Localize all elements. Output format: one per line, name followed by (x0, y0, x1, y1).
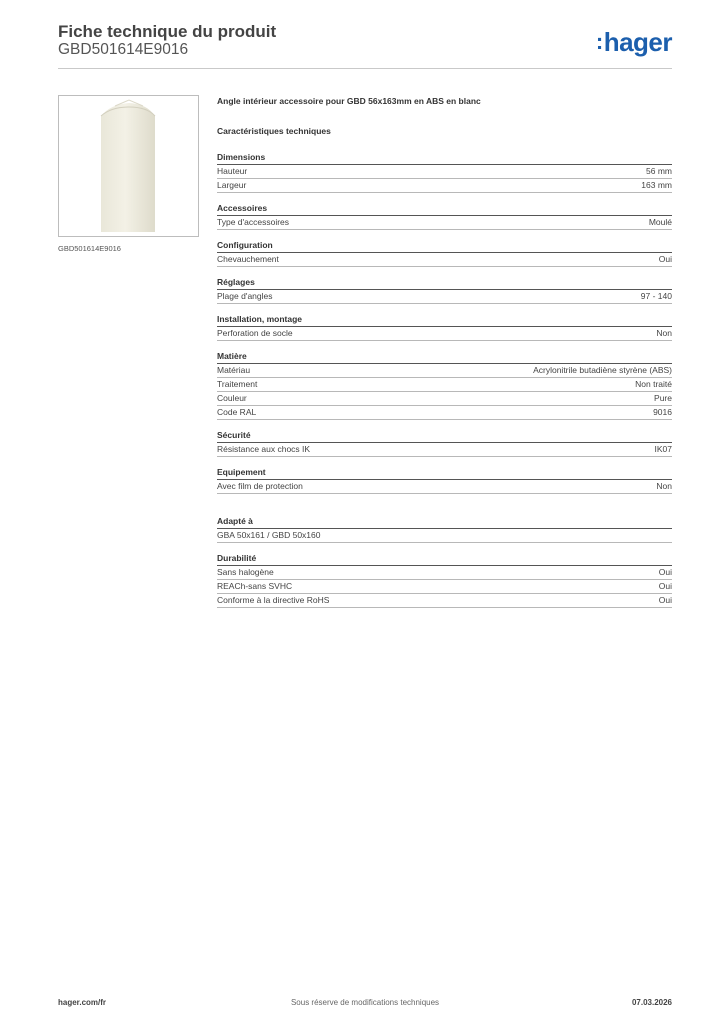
spec-row (217, 566, 672, 580)
spec-row (217, 392, 672, 406)
product-description: Angle intérieur accessoire pour GBD 56x163mm en ABS en blanc (217, 96, 481, 106)
spec-value: Pure (654, 393, 672, 403)
spec-value: Oui (658, 254, 672, 264)
spec-row (217, 378, 672, 392)
spec-value: Acrylonitrile butadiène styrène (ABS) (533, 365, 672, 375)
section-title: Equipement (217, 467, 672, 480)
spec-section (217, 430, 672, 457)
spec-row (217, 179, 672, 193)
spec-row (217, 165, 672, 179)
spec-key: Sans halogène (217, 567, 274, 577)
spec-row (217, 327, 672, 341)
spec-row (217, 406, 672, 420)
spec-key: Chevauchement (217, 254, 279, 264)
section-title: Installation, montage (217, 314, 672, 327)
spec-key: Avec film de protection (217, 481, 303, 491)
spec-value: Oui (658, 567, 672, 577)
spec-row (217, 594, 672, 608)
spec-key: Matériau (217, 365, 251, 375)
footer-website: hager.com/fr (58, 998, 107, 1007)
spec-value: IK07 (654, 444, 672, 454)
section-title: Configuration (217, 240, 672, 253)
spec-value: Oui (658, 595, 672, 605)
spec-key: Résistance aux chocs IK (217, 444, 311, 454)
spec-value: 163 mm (641, 180, 672, 190)
spec-section (217, 516, 672, 543)
characteristics-title: Caractéristiques techniques (217, 126, 331, 136)
spec-section (217, 152, 672, 193)
spec-row (217, 253, 672, 267)
spec-key: GBA 50x161 / GBD 50x160 (217, 530, 321, 540)
spec-section (217, 314, 672, 341)
spec-section (217, 553, 672, 608)
hager-logo (596, 28, 672, 58)
spec-key: Traitement (217, 379, 258, 389)
section-title: Réglages (217, 277, 672, 290)
product-photo-icon (59, 96, 198, 236)
spec-value: 97 - 140 (640, 291, 672, 301)
spec-row (217, 480, 672, 494)
spec-value: 9016 (653, 407, 672, 417)
spec-key: Perforation de socle (217, 328, 293, 338)
spec-value: Moulé (648, 217, 672, 227)
spec-section (217, 351, 672, 420)
spec-key: Conforme à la directive RoHS (217, 595, 330, 605)
section-title: Sécurité (217, 430, 672, 443)
logo-dots-icon: : (595, 29, 603, 54)
section-title: Accessoires (217, 203, 672, 216)
spec-sections (217, 152, 672, 608)
spec-row (217, 529, 672, 543)
product-specs (217, 96, 672, 608)
spec-value: Oui (658, 581, 672, 591)
spec-key: Largeur (217, 180, 247, 190)
section-title: Dimensions (217, 152, 672, 165)
spec-key: Couleur (217, 393, 247, 403)
section-title: Adapté à (217, 516, 672, 529)
spec-row (217, 443, 672, 457)
spec-section (217, 467, 672, 494)
spec-row (217, 580, 672, 594)
footer-date: 07.03.2026 (631, 998, 672, 1007)
spec-section (217, 277, 672, 304)
spec-key: Plage d'angles (217, 291, 273, 301)
spec-value: 56 mm (646, 166, 672, 176)
section-title: Matière (217, 351, 672, 364)
section-title: Durabilité (217, 553, 672, 566)
page-title: Fiche technique du produit (58, 22, 277, 41)
spec-key: Hauteur (217, 166, 248, 176)
spec-row (217, 290, 672, 304)
spec-row (217, 216, 672, 230)
page-header (58, 22, 672, 69)
spec-key: Type d'accessoires (217, 217, 290, 227)
spec-key: Code RAL (217, 407, 257, 417)
logo-text: hager (603, 27, 672, 57)
spec-value: Non traité (635, 379, 672, 389)
product-reference: GBD501614E9016 (58, 41, 189, 58)
spec-section (217, 203, 672, 230)
spec-key: REACh-sans SVHC (217, 581, 293, 591)
footer-notice: Sous réserve de modifications techniques (290, 998, 440, 1007)
spec-value: Non (656, 328, 672, 338)
product-image (58, 95, 199, 237)
spec-value: Non (656, 481, 672, 491)
spec-section (217, 240, 672, 267)
image-caption: GBD501614E9016 (58, 244, 121, 253)
spec-row (217, 364, 672, 378)
